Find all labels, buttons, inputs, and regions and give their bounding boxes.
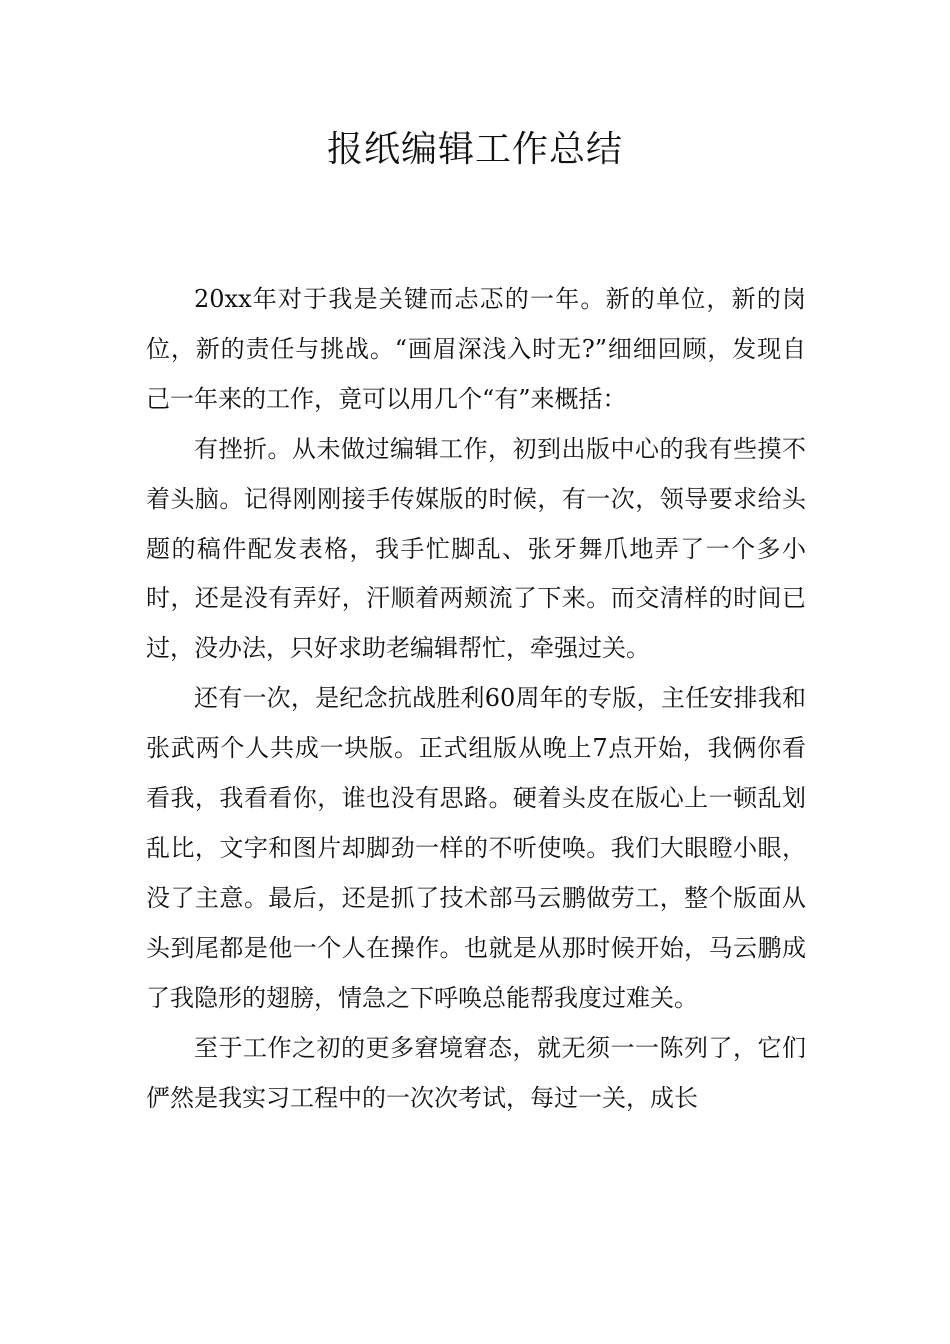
paragraph-2: 有挫折。从未做过编辑工作，初到出版中心的我有些摸不着头脑。记得刚刚接手传媒版的时候，有一次，领导要求给头题的稿件配发表格，我手忙脚乱、张牙舞爪地弄了一个多小时，还是没有弄好，汗顺着两颊流了下来。而交清样的时间已过，没办法，只好求助老编辑帮忙，牵强过关。 <box>146 434 806 663</box>
paragraph-4: 至于工作之初的更多窘境窘态，就无须一一陈列了，它们俨然是我实习工程中的一次次考试，每过一关，成长 <box>146 1033 806 1112</box>
paragraph-3: 还有一次，是纪念抗战胜利60周年的专版，主任安排我和张武两个人共成一块版。正式组版从晚上7点开始，我俩你看看我，我看看你，谁也没有思路。硬着头皮在版心上一顿乱划乱比，文字和图片却脚劲一样的不听使唤。我们大眼瞪小眼，没了主意。最后，还是抓了技术部马云鹏做劳工，整个版面从头到尾都是他一个人在操作。也就是从那时候开始，马云鹏成了我隐形的翅膀，情急之下呼唤总能帮我度过难关。 <box>146 684 806 1012</box>
paragraph-1: 20xx年对于我是关键而忐忑的一年。新的单位，新的岗位，新的责任与挑战。“画眉深浅入时无?”细细回顾，发现自己一年来的工作，竟可以用几个“有”来概括： <box>146 285 806 413</box>
document-title: 报纸编辑工作总结 <box>326 129 623 170</box>
document-body <box>146 275 806 1123</box>
